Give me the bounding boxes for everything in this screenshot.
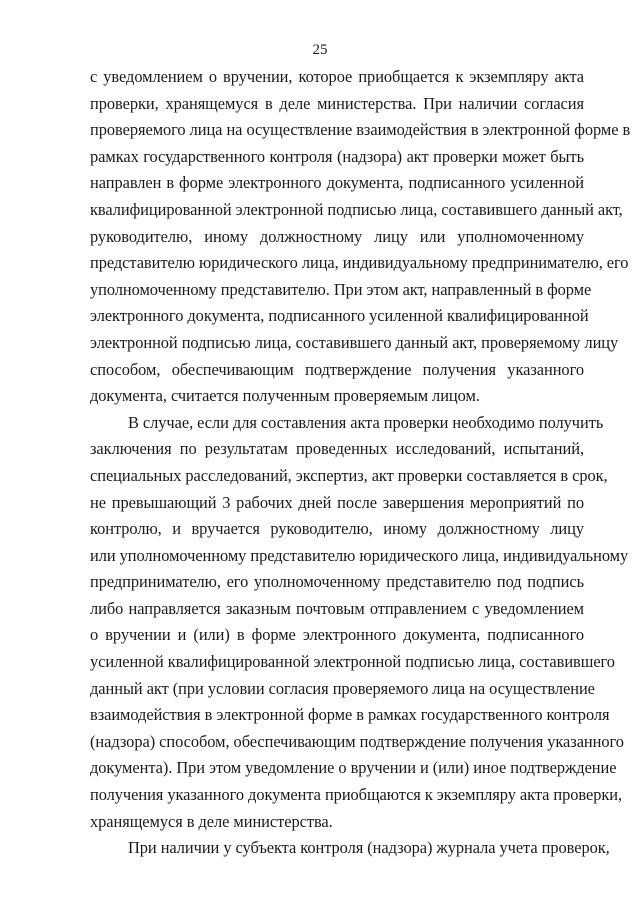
text-line: контролю, и вручается руководителю, иному должностному лицу [90,519,584,539]
text-line: либо направляется заказным почтовым отправлением с уведомлением [90,598,584,618]
text-line: руководителю, иному должностному лицу или уполномоченному [90,226,584,246]
text-line: специальных расследований, экспертиз, акт проверки составляется в срок, [90,465,608,485]
text-line: заключения по результатам проведенных исследований, испытаний, [90,439,584,459]
text-line: или уполномоченному представителю юридического лица, индивидуальному [90,545,629,565]
text-line: документа). При этом уведомление о вручении и (или) иное подтверждение [90,758,617,778]
text-line: представителю юридического лица, индивидуальному предпринимателю, его [90,253,629,273]
text-line: В случае, если для составления акта проверки необходимо получить [128,412,604,432]
text-line: способом, обеспечивающим подтверждение получения указанного [90,359,584,379]
text-line: документа, считается полученным проверяемым лицом. [90,386,480,406]
text-line: рамках государственного контроля (надзора) акт проверки может быть [90,146,584,166]
text-line: (надзора) способом, обеспечивающим подтверждение получения указанного [90,731,624,751]
text-line: проверки, хранящемуся в деле министерства. При наличии согласия [90,93,584,113]
text-line: предпринимателю, его уполномоченному представителю под подпись [90,572,584,592]
text-line: При наличии у субъекта контроля (надзора) журнала учета проверок, [128,838,610,858]
text-line: уполномоченному представителю. При этом акт, направленный в форме [90,279,592,299]
page-number: 25 [312,42,328,58]
paragraph-2 [90,410,629,836]
text-line: направлен в форме электронного документа, подписанного усиленной [90,173,584,193]
text-line: о вручении и (или) в форме электронного документа, подписанного [90,625,584,645]
text-line: получения указанного документа приобщаются к экземпляру акта проверки, [90,785,623,805]
text-line: взаимодействия в электронной форме в рамках государственного контроля [90,705,610,725]
paragraph-1 [90,64,631,410]
text-line: электронной подписью лица, составившего данный акт, проверяемому лицу [90,332,619,352]
text-line: проверяемого лица на осуществление взаимодействия в электронной форме в [90,120,631,140]
document-body [90,64,631,862]
text-line: с уведомлением о вручении, которое приобщается к экземпляру акта [90,67,584,86]
text-line: не превышающий 3 рабочих дней после завершения мероприятий по [90,492,584,512]
text-line: электронного документа, подписанного усиленной квалифицированной [90,306,589,326]
text-line: усиленной квалифицированной электронной подписью лица, составившего [90,652,615,672]
paragraph-3 [90,835,610,862]
text-line: хранящемуся в деле министерства. [90,811,333,831]
text-line: квалифицированной электронной подписью лица, составившего данный акт, [90,199,623,219]
text-line: данный акт (при условии согласия проверяемого лица на осуществление [90,678,595,698]
